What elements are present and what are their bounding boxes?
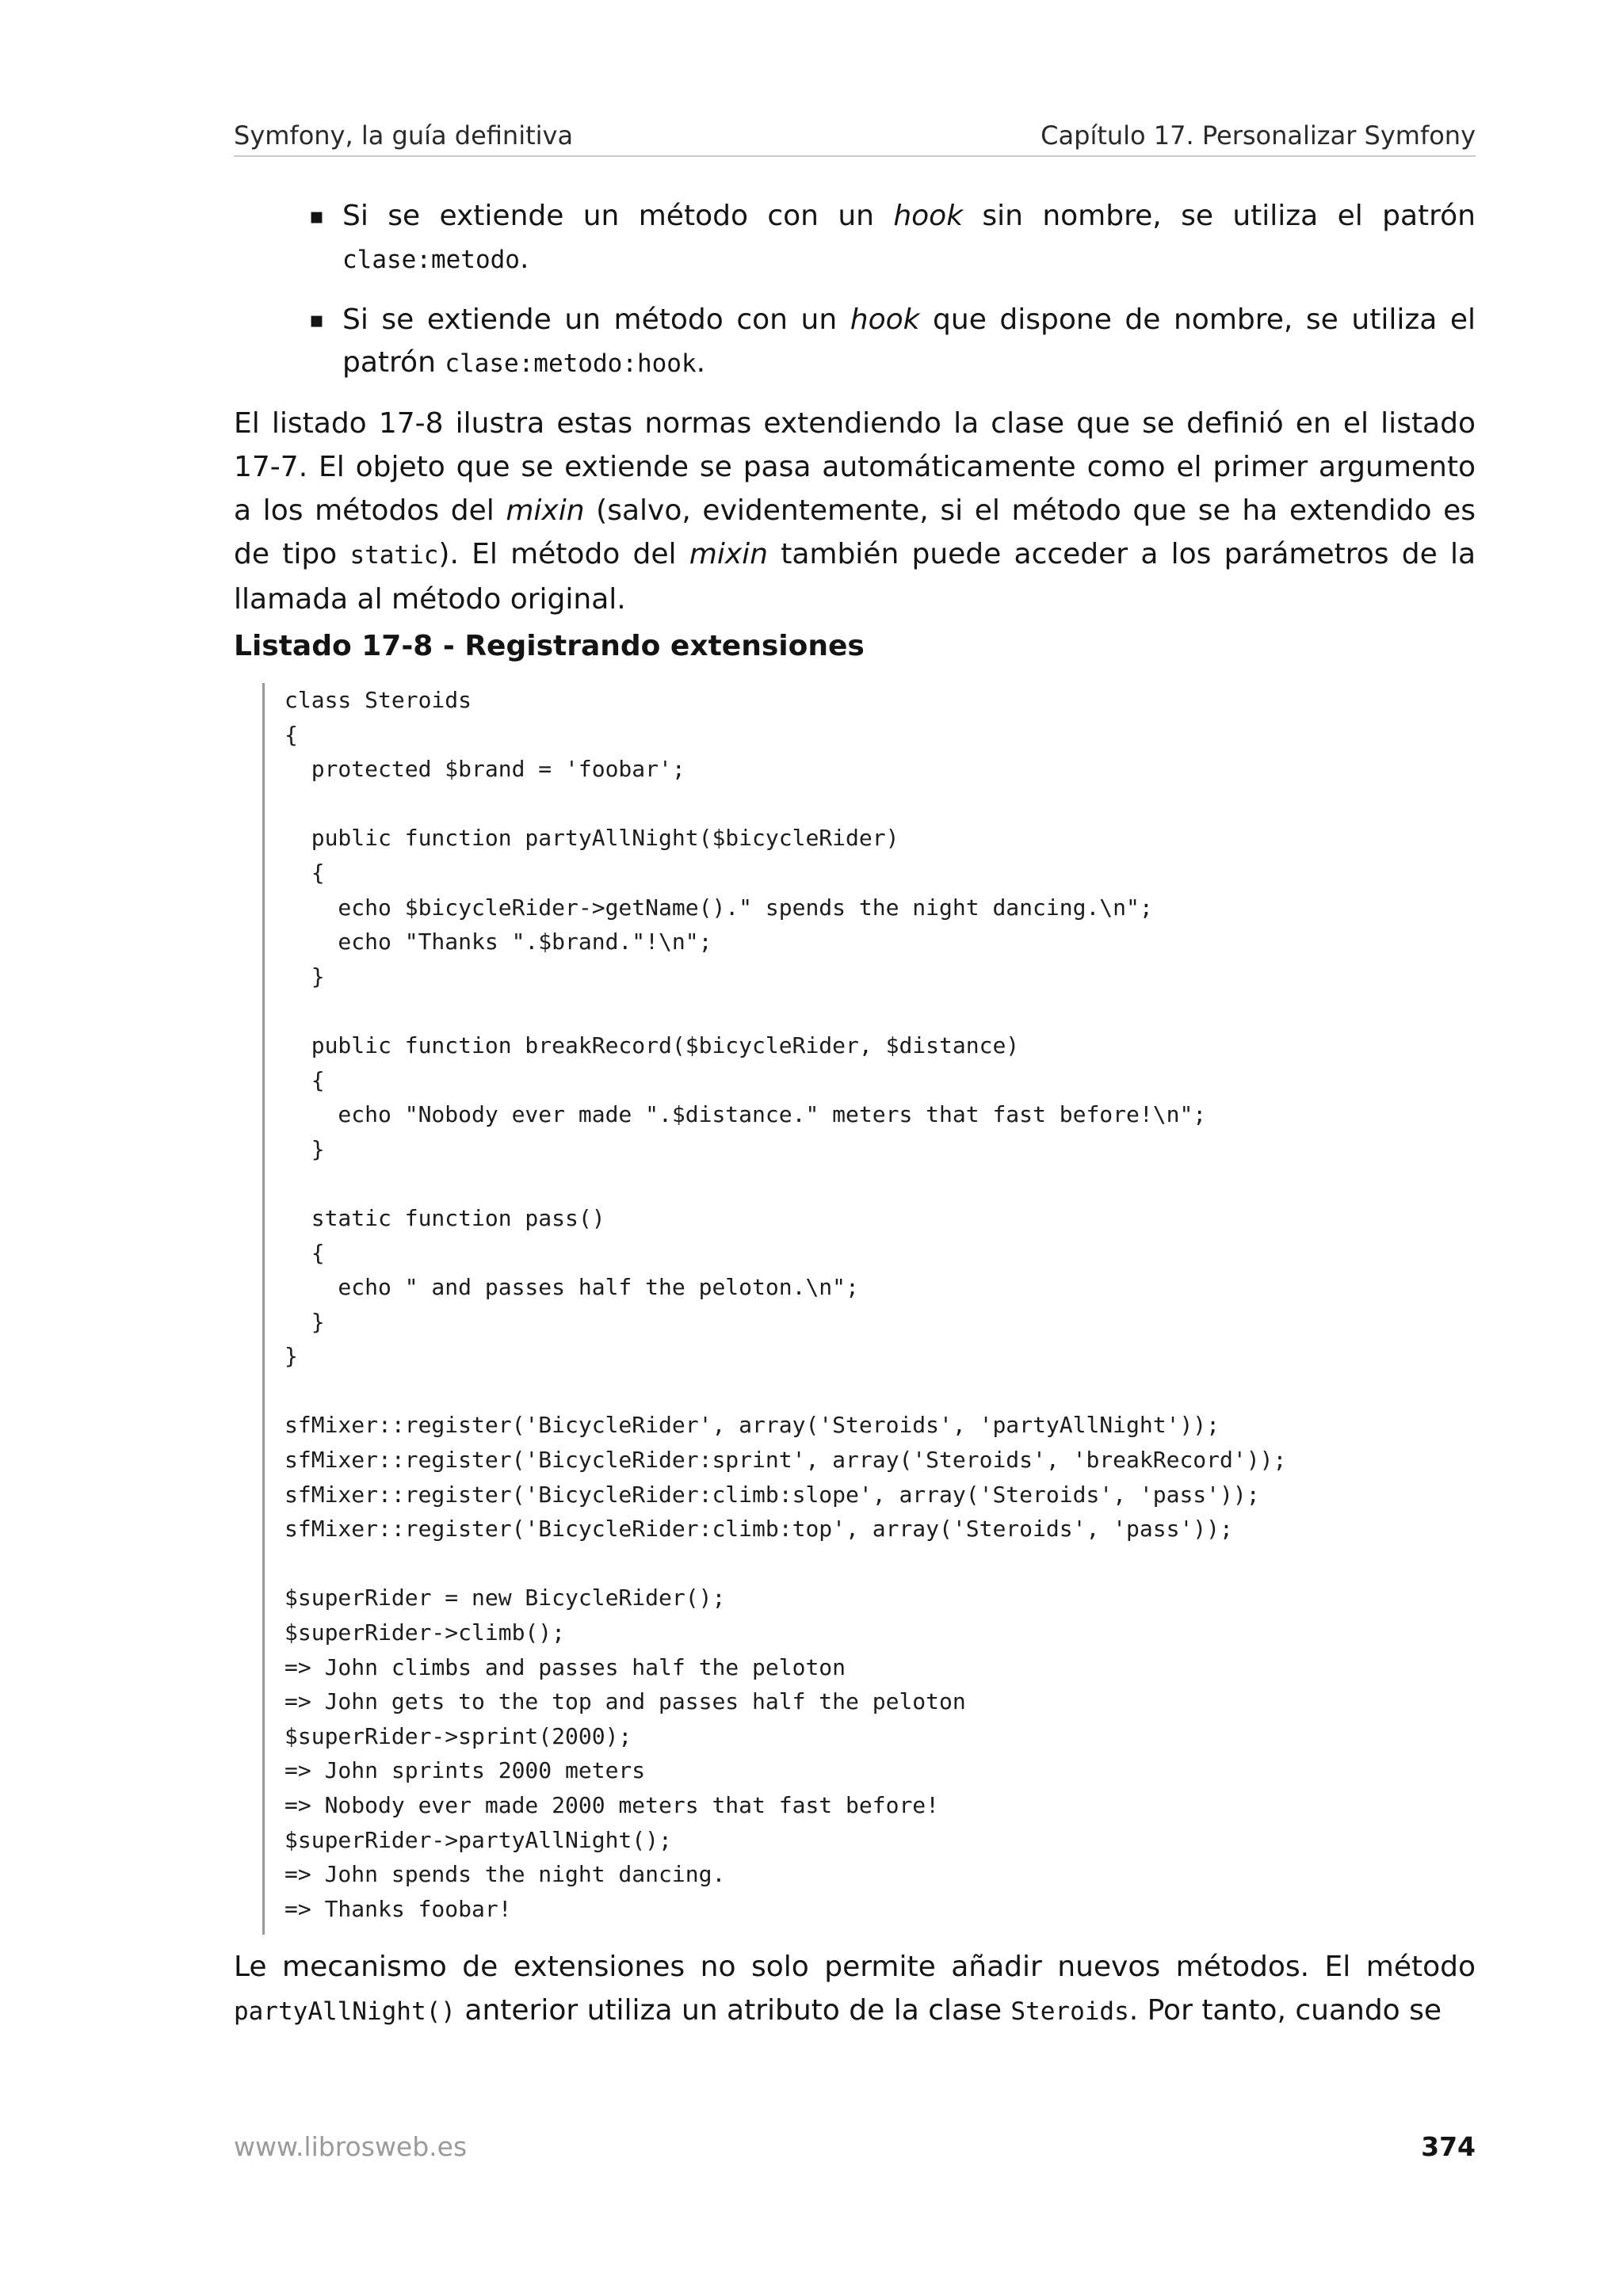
paragraph-text: ). El método del [438, 538, 689, 570]
closing-paragraph [234, 1945, 1476, 2034]
bullet-icon: ▪ [309, 203, 324, 229]
inline-code: clase:metodo:hook [445, 349, 697, 378]
list-item-text: Si se extiende un método con un [342, 303, 850, 336]
inline-code: partyAllNight() [234, 1997, 456, 2026]
chapter-title: Capítulo 17. Personalizar Symfony [1041, 120, 1476, 151]
paragraph-text: . Por tanto, cuando se [1128, 1994, 1442, 2027]
code-text: class Steroids { protected $brand = 'foobar'; public function partyAllNight($bicycleRider) { echo $bicycleRider->getName()." spends the night dancing.\n"; echo "Thanks ".$brand."!\n"; } public function breakRecord($bicycleRider, $distance) { echo "Nobody ever made ".$distance." meters that fast before!\n"; } static function pass() { echo " and passes half the peloton.\n"; } } sfMixer::register('BicycleRider', array('Steroids', 'partyAllNight')); sfMixer::register('BicycleRider:sprint', array('Steroids', 'breakRecord')); sfMixer::register('BicycleRider:climb:slope', array('Steroids', 'pass')); sfMixer::register('BicycleRider:climb:top', array('Steroids', 'pass')); $superRider = new BicycleRider(); $superRider->climb(); => John climbs and passes half the peloton => John gets to the top and passes half the peloton $superRider->sprint(2000); => John sprints 2000 meters => Nobody ever made 2000 meters that fast before! $superRider->partyAllNight(); => John spends the night dancing. => Thanks foobar! [285, 687, 1287, 1922]
book-title: Symfony, la guía definitiva [234, 120, 574, 151]
paragraph-text: Le mecanismo de extensiones no solo permite añadir nuevos métodos. El método [234, 1951, 1476, 1983]
emphasis: mixin [506, 494, 585, 527]
list-item-text: . [519, 242, 529, 275]
code-listing [262, 683, 1485, 1935]
rules-list [309, 195, 1476, 402]
emphasis: mixin [689, 538, 768, 570]
bullet-icon: ▪ [309, 307, 324, 333]
list-item-text: Si se extiende un método con un [342, 200, 894, 232]
inline-code: clase:metodo [342, 246, 520, 274]
listing-title: Listado 17-8 - Registrando extensiones [234, 630, 865, 662]
list-item [309, 299, 1476, 385]
list-item [309, 195, 1476, 281]
list-item-text: que dispone de nombre, se utiliza el patrón [342, 303, 1476, 379]
inline-code: Steroids [1010, 1997, 1129, 2026]
page-number: 374 [1421, 2131, 1476, 2162]
page-header [234, 117, 1476, 157]
footer-site-link[interactable]: www.librosweb.es [234, 2131, 468, 2162]
list-item-text: . [696, 346, 706, 379]
intro-paragraph [234, 402, 1476, 621]
paragraph-text: también puede acceder a los parámetros de la llamada al método original. [234, 538, 1476, 616]
emphasis: hook [893, 200, 964, 232]
paragraph-text: (salvo, evidentemente, si el método que se ha extendido es de tipo [234, 494, 1476, 570]
emphasis: hook [850, 303, 920, 336]
inline-code: static [349, 541, 439, 570]
paragraph-text: anterior utiliza un atributo de la clase [455, 1994, 1011, 2027]
paragraph-text: El listado 17-8 ilustra estas normas extendiendo la clase que se definió en el listado 17-7. El objeto que se extiende se pasa automáticamente como el primer argumento a los métodos del [234, 407, 1476, 527]
list-item-text: sin nombre, se utiliza el patrón [963, 200, 1476, 232]
